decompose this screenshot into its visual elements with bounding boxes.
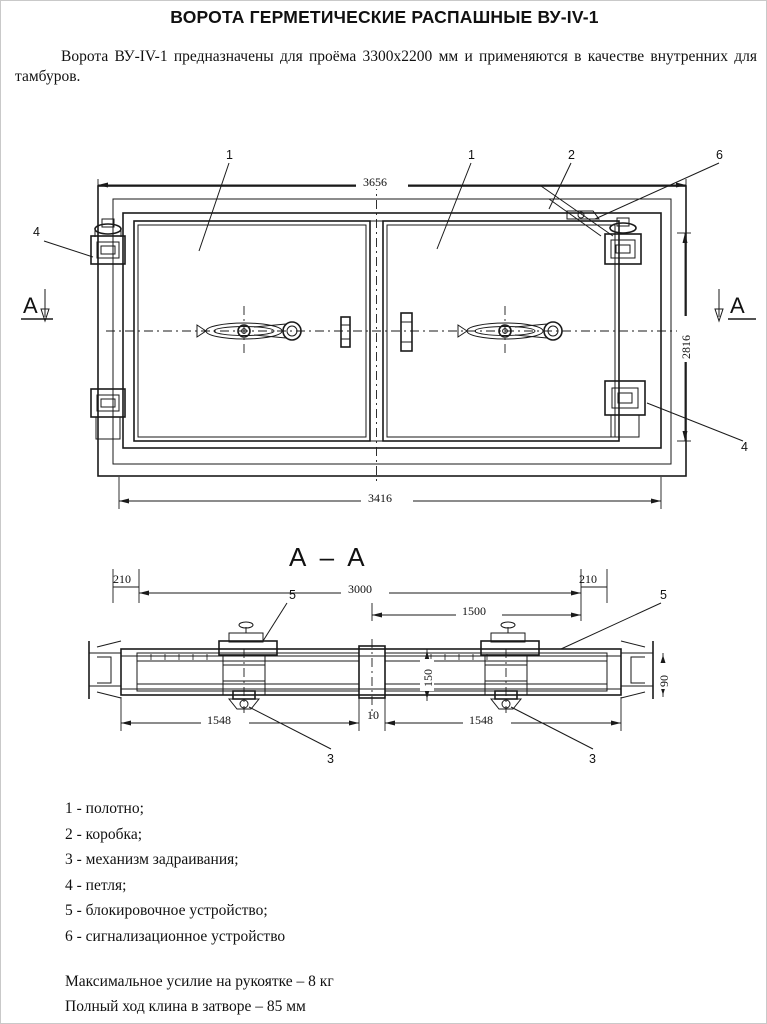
dim-section-width: 3000 bbox=[348, 582, 372, 596]
dim-overall-width-top: 3656 bbox=[363, 175, 387, 189]
hinge-right-bottom bbox=[605, 381, 645, 437]
dim-bottom bbox=[119, 477, 661, 509]
blocking-device-right bbox=[481, 622, 539, 655]
dim-section-depth-150: 150 bbox=[421, 669, 435, 687]
dim-section-left-offset: 210 bbox=[113, 572, 131, 586]
section-mark-left-group bbox=[21, 289, 53, 321]
legend-item: 4 - петля; bbox=[65, 876, 127, 894]
callout-6: 6 bbox=[716, 148, 723, 162]
drawing-svg bbox=[1, 141, 767, 791]
callout-4-left: 4 bbox=[33, 225, 40, 239]
legend-item: 3 - механизм задраивания; bbox=[65, 851, 239, 868]
section-mark-right: А bbox=[730, 293, 745, 318]
callout-5-right: 5 bbox=[660, 588, 667, 602]
dim-section-1548-right: 1548 bbox=[469, 713, 493, 727]
section-mark-left: А bbox=[23, 293, 38, 318]
page-title: ВОРОТА ГЕРМЕТИЧЕСКИЕ РАСПАШНЫЕ ВУ-IV-1 bbox=[170, 7, 599, 27]
dim-section-half: 1500 bbox=[462, 604, 486, 618]
callout-2: 2 bbox=[568, 148, 575, 162]
legend-item: 2 - коробка; bbox=[65, 825, 143, 843]
hinge-left-bottom bbox=[91, 389, 125, 439]
dim-section-1548-left: 1548 bbox=[207, 713, 231, 727]
front-view bbox=[21, 148, 756, 509]
dim-section-depth-90: 90 bbox=[657, 675, 671, 687]
legend-item: 1 - полотно; bbox=[65, 800, 144, 817]
callout-1-left: 1 bbox=[226, 148, 233, 162]
dim-section-right-offset: 210 bbox=[579, 572, 597, 586]
legend-list bbox=[65, 796, 285, 949]
legend-item: 6 - сигнализационное устройство bbox=[65, 927, 286, 945]
legend-item: 5 - блокировочное устройство; bbox=[65, 902, 268, 919]
dim-bottom-width: 3416 bbox=[368, 491, 392, 505]
callout-3-left: 3 bbox=[327, 752, 334, 766]
technical-drawing bbox=[1, 141, 767, 791]
section-view bbox=[89, 569, 671, 766]
intro-paragraph bbox=[15, 47, 757, 87]
section-title: А – А bbox=[289, 542, 368, 572]
dim-section-half-group bbox=[372, 603, 581, 621]
dim-section-bottom bbox=[121, 697, 621, 731]
dim-right bbox=[677, 233, 693, 441]
callout-3-right: 3 bbox=[589, 752, 596, 766]
intro-text: Ворота ВУ-IV-1 предназначены для проёма 3300х2200 мм и применяются в качестве внутренних для тамбуров. bbox=[15, 48, 757, 85]
blocking-device-left bbox=[219, 622, 277, 655]
callout-1-right: 1 bbox=[468, 148, 475, 162]
section-mark-right-group bbox=[715, 289, 756, 321]
notes-block bbox=[65, 969, 334, 1019]
note-line: Полный ход клина в затворе – 85 мм bbox=[65, 998, 306, 1015]
callout-5-left: 5 bbox=[289, 588, 296, 602]
note-line: Максимальное усилие на рукоятке – 8 кг bbox=[65, 973, 334, 990]
dim-section-top bbox=[113, 569, 607, 603]
hinge-left-top bbox=[91, 219, 125, 264]
callout-4-right: 4 bbox=[741, 440, 748, 454]
dim-overall-height-right: 2816 bbox=[679, 335, 693, 359]
dim-section-10: 10 bbox=[367, 708, 379, 722]
